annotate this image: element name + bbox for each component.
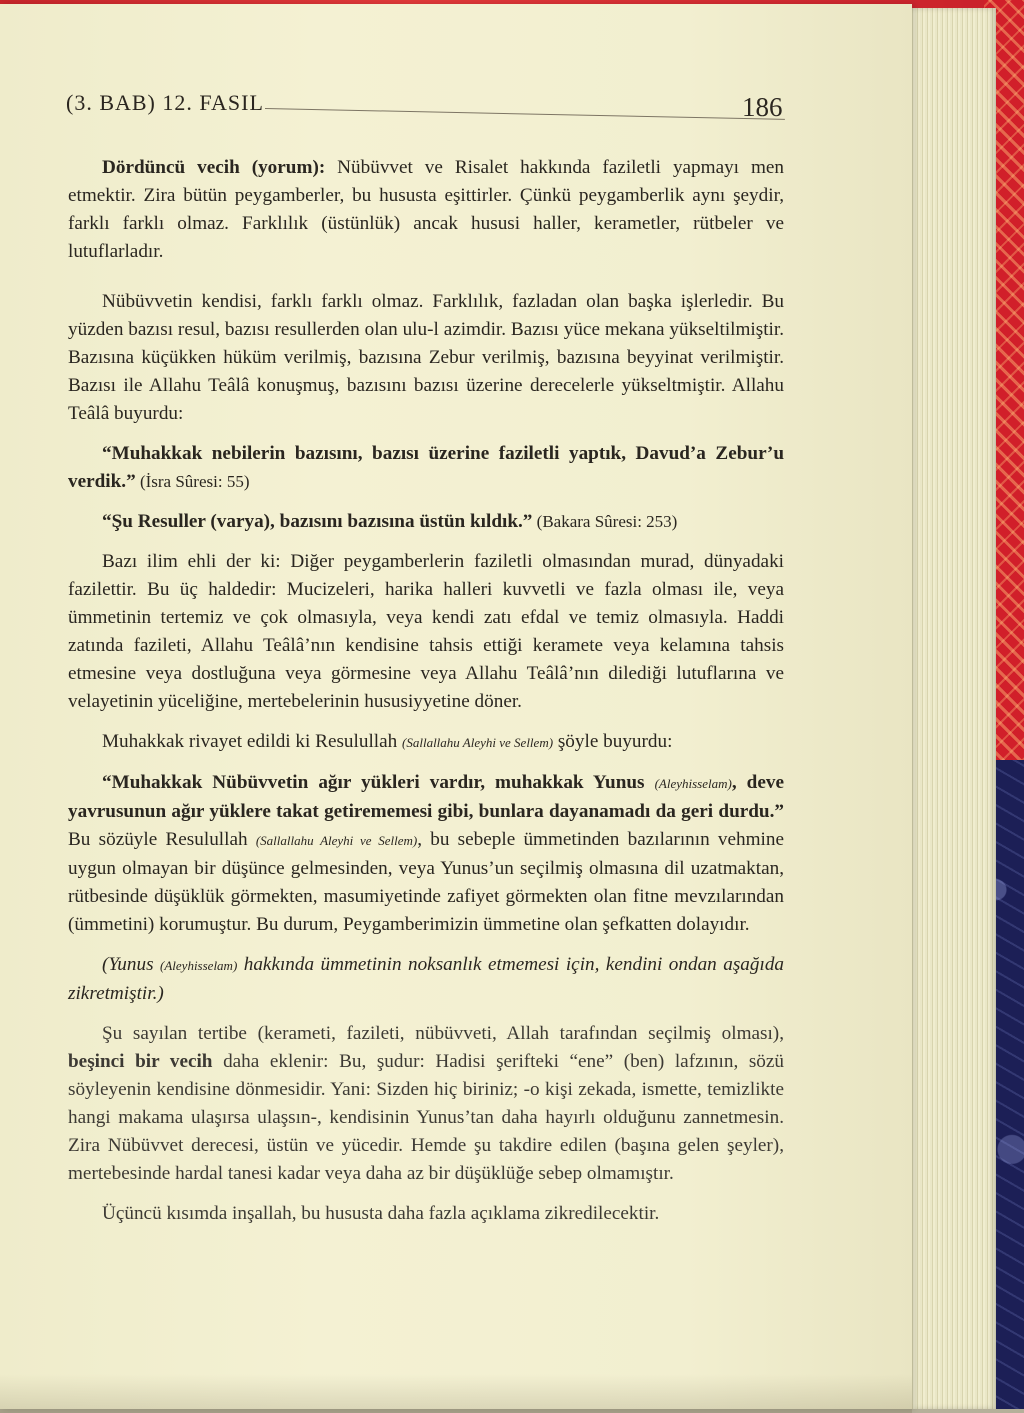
paragraph-4 [68,728,784,757]
paragraph-6-end: hakkında ümmetinin noksanlık etmemesi için, kendini ondan aşağıda zikretmiştir.) [68,954,785,1004]
paragraph-4-start: Muhakkak rivayet edildi ki Resulullah [102,731,403,752]
quote-bakara-text: “Şu Resuller (varya), bazısını bazısına üstün kıldık.” [102,511,533,532]
paragraph-8: Üçüncü kısımda inşallah, bu hususta daha fazla açıklama zikredilecektir. [102,1203,660,1224]
paragraph-5 [68,769,784,939]
book-page [0,4,912,1409]
paragraph-7-end: daha eklenir: Bu, şudur: Hadisi şerifteki “ene” (ben) lafzının, sözü söyleyenin kendisine dönmesidir. Yani: Sizden hiç biriniz; -o kişi zekada, ismette, temizlikte hangi makama ulaşırsa ulaşsın-, kendisinin Yunus’tan daha hayırlı olduğunu zannetmesin. Zira Nübüvvet derecesi, üstün ve yücedir. Hemde şu takdire edilen (başına gelen şeyler), mertebesinde hardal tanesi kadar veya daha az bir düşüklüğe sebep olmamıştır. [68,1051,784,1184]
hadith-quote-end: , deve yavrusunun ağır yüklere takat getirememesi gibi, bunlara dayanamadı da geri durdu.” [68,772,784,822]
quote-isra [68,440,784,496]
paragraph-1-text: Nübüvvet ve Risalet hakkında faziletli yapmayı men etmektir. Zira bütün peygamberler, bu hususta eşittirler. Çünkü peygamberlik aynı şeydir, farklı farklı olmaz. Farklılık (üstünlük) ancak hususi haller, kerametler, rütbeler ve lutuflarladır. [68,157,784,262]
paragraph-5-rest: , bu sebeple ümmetinden bazılarının vehmine uygun olmayan bir düşünce gelmesinden, veya Yunus’un seçilmiş olmasına dil uzatmaktan, rütbesinde düşüklük görmekten, masumiyetinde zafiyet görmekten olan fitne mevzılarından (ümmetini) korumuştur. Bu durum, Peygamberimizin ümmetine olan şefkatten dolayıdır. [68,829,784,935]
page-number: 186 [742,92,783,122]
paragraph-5-mid: Bu sözüyle Resulullah [68,829,256,850]
hadith-quote-start: “Muhakkak Nübüvvetin ağır yükleri vardır, muhakkak Yunus [102,772,655,793]
quote-isra-ref: (İsra Sûresi: 55) [135,472,250,491]
page-bottom-shadow [0,1374,912,1413]
running-head: (3. BAB) 12. FASIL [66,90,264,115]
paragraph-7-bold: beşinci bir vecih [68,1051,213,1072]
paragraph-7 [68,1020,784,1188]
page-edges [900,8,996,1409]
header-rule [265,108,785,120]
paragraph-3: Bazı ilim ehli der ki: Diğer peygamberlerin faziletli olmasından murad, dünyadaki fazilettir. Bu üç haldedir: Mucizeleri, harika halleri kuvvetli ve fazla olması ile, veya ümmetinin tertemiz ve çok olmasıyla, veya kendi zatı efdal ve temiz olmasıyla. Haddi zatında fazileti, Allahu Teâlâ’nın kendisine tahsis ettiği keramete veya kelamına tahsis etmesine veya dostluğuna veya görmesine veya Allahu Teâlâ’nın dilediği lutuflarına ve velayetinin yüceliğine, mertebelerinin hususiyyetine döner. [68,551,784,712]
paragraph-6-start: (Yunus [102,954,161,975]
paragraph-1-lead: Dördüncü vecih (yorum): [102,157,326,178]
honorific-sallallahu: (Sallallahu Aleyhi ve Sellem) [402,735,554,750]
honorific-aleyhisselam: (Aleyhisselam) [654,776,732,791]
honorific-sallallahu-2: (Sallallahu Aleyhi ve Sellem) [255,833,418,848]
quote-bakara-ref: (Bakara Sûresi: 253) [532,512,678,531]
paragraph-2: Nübüvvetin kendisi, farklı farklı olmaz. Farklılık, fazladan olan başka işlerledir. Bu yüzden bazısı resul, bazısı resullerden olan ulu-l azimdir. Bazısı yüce mekana yükseltilmiştir. Bazısına küçükken hüküm verilmiş, bazısına Zebur verilmiş, bazısına beyyinat verilmiştir. Bazısı ile Allahu Teâlâ konuşmuş, bazısını bazısı üzerine derecelerle yükseltmiştir. Allahu Teâlâ buyurdu: [68,291,784,424]
paragraph-6-italic-note [68,951,784,1008]
honorific-aleyhisselam-2: (Aleyhisselam) [160,958,238,973]
body-text [68,154,784,1228]
paragraph-7-start: Şu sayılan tertibe (kerameti, fazileti, nübüvveti, Allah tarafından seçilmiş olması), [102,1023,784,1044]
quote-isra-text: “Muhakkak nebilerin bazısını, bazısı üzerine faziletli yaptık, Davud’a Zebur’u verdik.” [68,443,784,492]
paragraph-1 [68,154,784,266]
quote-bakara [68,508,784,536]
paragraph-4-end: şöyle buyurdu: [553,731,673,752]
